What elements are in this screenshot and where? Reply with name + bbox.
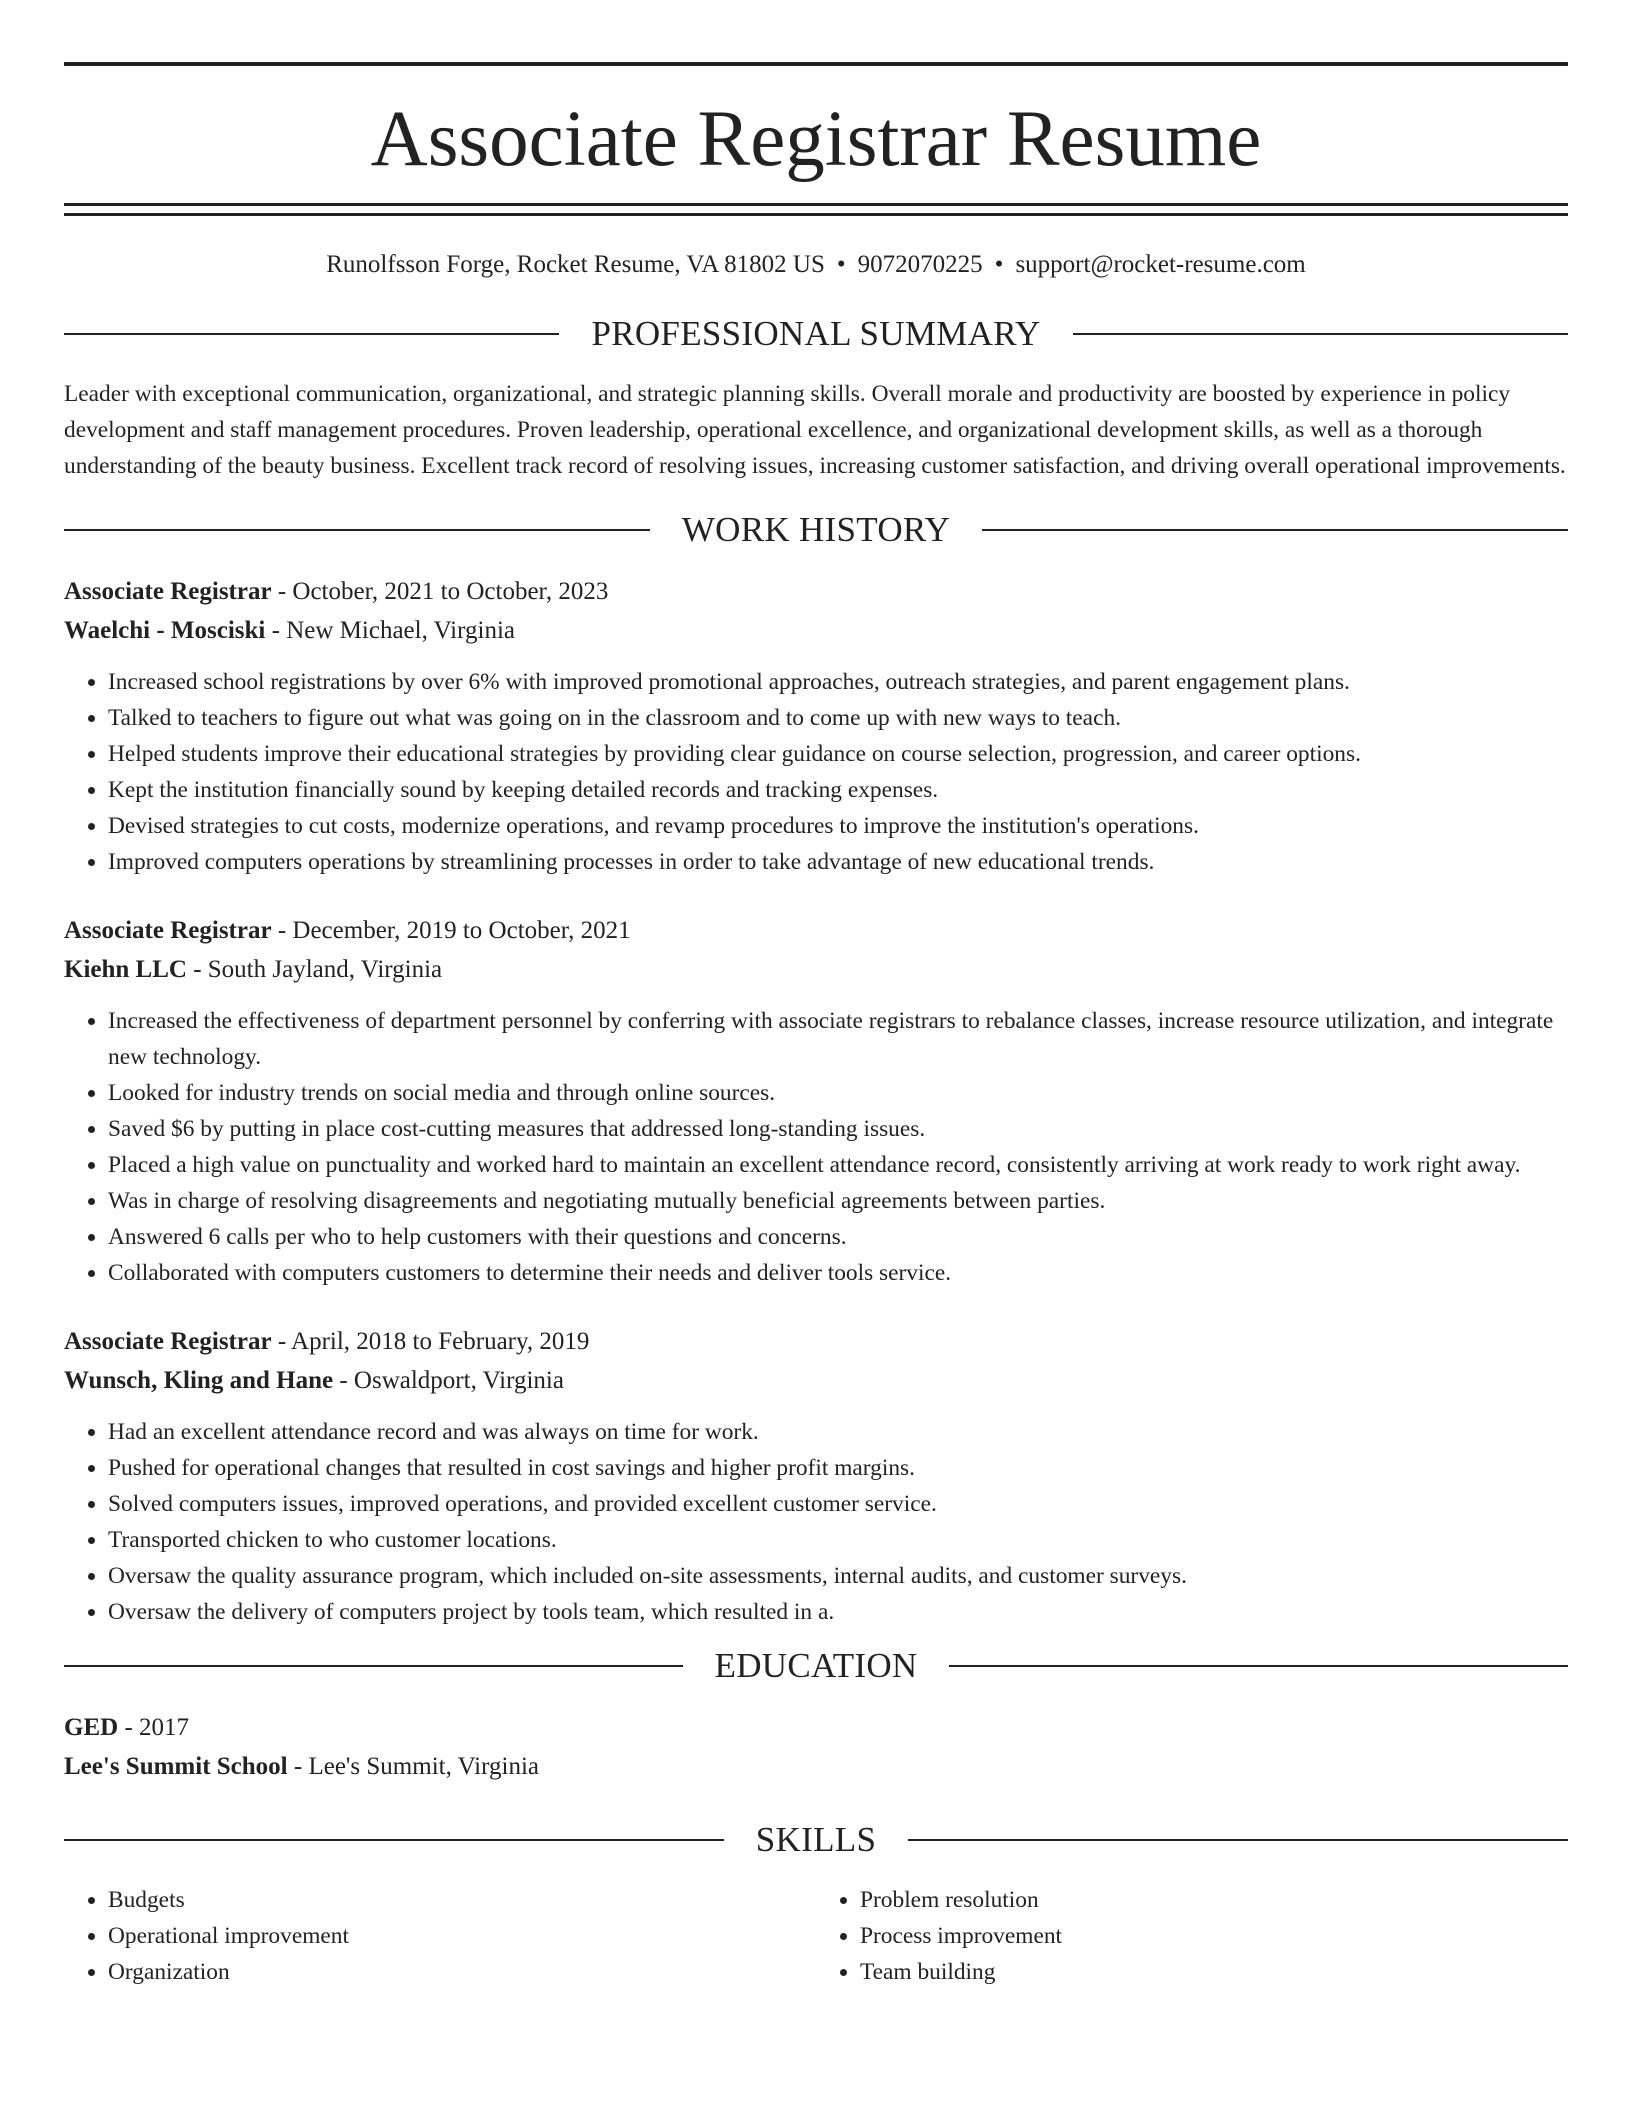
contact-email: support@rocket-resume.com — [1015, 251, 1306, 278]
page-title: Associate Registrar Resume — [370, 96, 1262, 183]
top-rule — [64, 62, 1568, 66]
contact-separator: • — [836, 251, 846, 278]
job-company-line — [64, 1361, 1568, 1400]
skills-column-left — [64, 1882, 816, 1990]
job-location: - New Michael, Virginia — [265, 617, 515, 644]
skill-item: • Process improvement — [860, 1918, 1568, 1954]
job-dates: - April, 2018 to February, 2019 — [271, 1328, 590, 1355]
job-bullets — [64, 1003, 1568, 1291]
job-title: Associate Registrar — [64, 917, 272, 944]
education-degree-line — [64, 1708, 1568, 1747]
skills-column-right — [816, 1882, 1568, 1990]
job-bullet: • Answered 6 calls per who to help customers with their questions and concerns. — [108, 1219, 1568, 1255]
job-title-line — [64, 911, 1568, 950]
job-bullet: • Solved computers issues, improved operations, and provided excellent customer service. — [108, 1486, 1568, 1522]
heading-rule-right — [1073, 333, 1568, 335]
job-title: Associate Registrar — [64, 578, 272, 605]
job-company: Wunsch, Kling and Hane — [64, 1367, 334, 1394]
skills-heading — [64, 1820, 1568, 1860]
education-heading — [64, 1646, 1568, 1686]
contact-phone: 9072070225 — [857, 251, 983, 278]
work-heading-label: WORK HISTORY — [681, 510, 951, 549]
skills-list — [64, 1882, 1568, 1990]
heading-rule-right — [908, 1839, 1568, 1841]
job-location: - Oswaldport, Virginia — [333, 1367, 564, 1394]
skill-item: • Problem resolution — [860, 1882, 1568, 1918]
job-title: Associate Registrar — [64, 1328, 272, 1355]
job-bullet: • Oversaw the delivery of computers project by tools team, which resulted in a. — [108, 1594, 1568, 1630]
heading-rule-left — [64, 333, 559, 335]
job-bullet: • Helped students improve their educational strategies by providing clear guidance on course selection, progression, and career options. — [108, 736, 1568, 772]
summary-heading — [64, 314, 1568, 354]
summary-text: Leader with exceptional communication, organizational, and strategic planning skills. Overall morale and productivity are boosted by experience in policy development and staff management procedures. Proven leadership, operational excellence, and organizational development skills, as well as a thorough understanding of the beauty business. Excellent track record of resolving issues, increasing customer satisfaction, and driving overall operational improvements. — [64, 381, 1566, 479]
job-company: Kiehn LLC — [64, 956, 187, 983]
title-double-rule — [64, 203, 1568, 216]
job-dates: - December, 2019 to October, 2021 — [271, 917, 631, 944]
heading-rule-left — [64, 529, 650, 531]
contact-line — [64, 250, 1568, 280]
job-bullets — [64, 1414, 1568, 1630]
job-bullet: • Saved $6 by putting in place cost-cutting measures that addressed long-standing issues. — [108, 1111, 1568, 1147]
heading-rule-right — [982, 529, 1568, 531]
job-dates: - October, 2021 to October, 2023 — [271, 578, 609, 605]
contact-address: Runolfsson Forge, Rocket Resume, VA 81802 US — [326, 251, 825, 278]
job-bullet: • Collaborated with computers customers to determine their needs and deliver tools service. — [108, 1255, 1568, 1291]
job-title-line — [64, 1322, 1568, 1361]
job-bullets — [64, 664, 1568, 880]
job-bullet: • Increased school registrations by over 6% with improved promotional approaches, outreach strategies, and parent engagement plans. — [108, 664, 1568, 700]
job-company-line — [64, 611, 1568, 650]
education-heading-label: EDUCATION — [714, 1646, 918, 1685]
job-bullet: • Oversaw the quality assurance program, which included on-site assessments, internal audits, and customer surveys. — [108, 1558, 1568, 1594]
summary-heading-label: PROFESSIONAL SUMMARY — [591, 314, 1041, 353]
job-entry — [64, 1322, 1568, 1630]
job-bullet: • Devised strategies to cut costs, modernize operations, and revamp procedures to improve the institution's operations. — [108, 808, 1568, 844]
education-school-line — [64, 1747, 1568, 1786]
education-entry — [64, 1708, 1568, 1786]
job-bullet: • Was in charge of resolving disagreements and negotiating mutually beneficial agreements between parties. — [108, 1183, 1568, 1219]
education-degree: GED — [64, 1714, 119, 1741]
job-location: - South Jayland, Virginia — [186, 956, 443, 983]
education-year: - 2017 — [118, 1714, 190, 1741]
job-company-line — [64, 950, 1568, 989]
job-bullet: • Transported chicken to who customer locations. — [108, 1522, 1568, 1558]
work-heading — [64, 510, 1568, 550]
skill-item: • Team building — [860, 1954, 1568, 1990]
job-bullet: • Talked to teachers to figure out what was going on in the classroom and to come up with new ways to teach. — [108, 700, 1568, 736]
heading-rule-right — [949, 1665, 1568, 1667]
job-bullet: • Had an excellent attendance record and was always on time for work. — [108, 1414, 1568, 1450]
job-bullet: • Increased the effectiveness of department personnel by conferring with associate registrars to rebalance classes, increase resource utilization, and integrate new technology. — [108, 1003, 1568, 1075]
skill-item: • Operational improvement — [108, 1918, 816, 1954]
heading-rule-left — [64, 1839, 724, 1841]
skills-heading-label: SKILLS — [755, 1820, 877, 1859]
job-entry — [64, 911, 1568, 1291]
job-bullet: • Improved computers operations by streamlining processes in order to take advantage of new educational trends. — [108, 844, 1568, 880]
education-school: Lee's Summit School — [64, 1753, 288, 1780]
job-bullet: • Kept the institution financially sound by keeping detailed records and tracking expenses. — [108, 772, 1568, 808]
job-entry — [64, 572, 1568, 880]
contact-separator: • — [994, 251, 1004, 278]
skill-item: • Organization — [108, 1954, 816, 1990]
job-bullet: • Placed a high value on punctuality and worked hard to maintain an excellent attendance record, consistently arriving at work ready to work right away. — [108, 1147, 1568, 1183]
skill-item: • Budgets — [108, 1882, 816, 1918]
job-bullet: • Looked for industry trends on social media and through online sources. — [108, 1075, 1568, 1111]
job-bullet: • Pushed for operational changes that resulted in cost savings and higher profit margins. — [108, 1450, 1568, 1486]
heading-rule-left — [64, 1665, 683, 1667]
education-location: - Lee's Summit, Virginia — [287, 1753, 539, 1780]
job-title-line — [64, 572, 1568, 611]
job-company: Waelchi - Mosciski — [64, 617, 266, 644]
